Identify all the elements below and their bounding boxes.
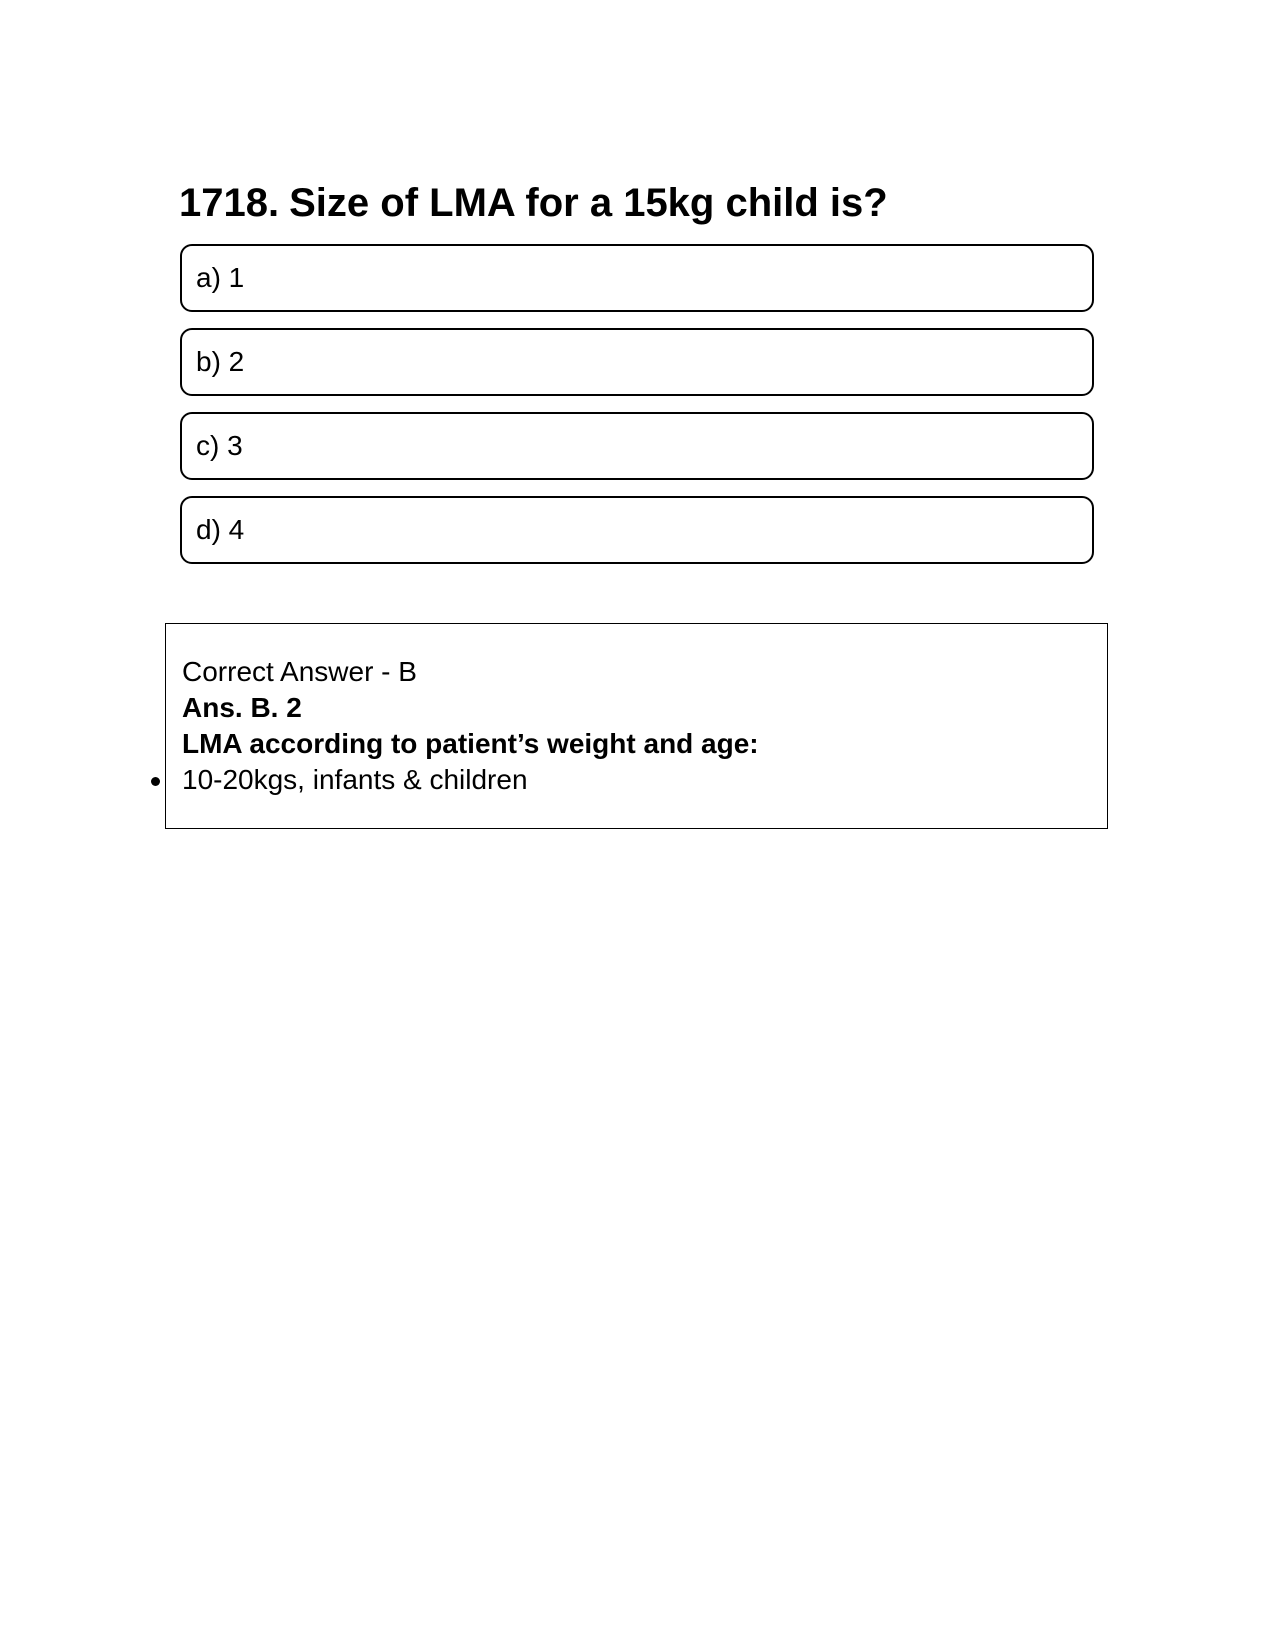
answer-explanation-box xyxy=(165,623,1108,829)
bullet-text: 10-20kgs, infants & children xyxy=(182,764,528,795)
option-c[interactable]: c) 3 xyxy=(180,412,1094,480)
explanation-bullet-list xyxy=(182,762,1107,798)
question-number: 1718. xyxy=(179,181,280,225)
question-title xyxy=(179,178,888,228)
option-b[interactable]: b) 2 xyxy=(180,328,1094,396)
option-a[interactable]: a) 1 xyxy=(180,244,1094,312)
option-d[interactable]: d) 4 xyxy=(180,496,1094,564)
question-text: Size of LMA for a 15kg child is? xyxy=(289,181,888,225)
explanation-heading: LMA according to patient’s weight and age: xyxy=(182,728,759,759)
options-list xyxy=(180,244,1094,580)
explanation-bullet-item xyxy=(182,762,1107,798)
bullet-icon xyxy=(151,777,160,786)
correct-answer-line: Correct Answer - B xyxy=(182,656,417,687)
answer-line: Ans. B. 2 xyxy=(182,692,302,723)
